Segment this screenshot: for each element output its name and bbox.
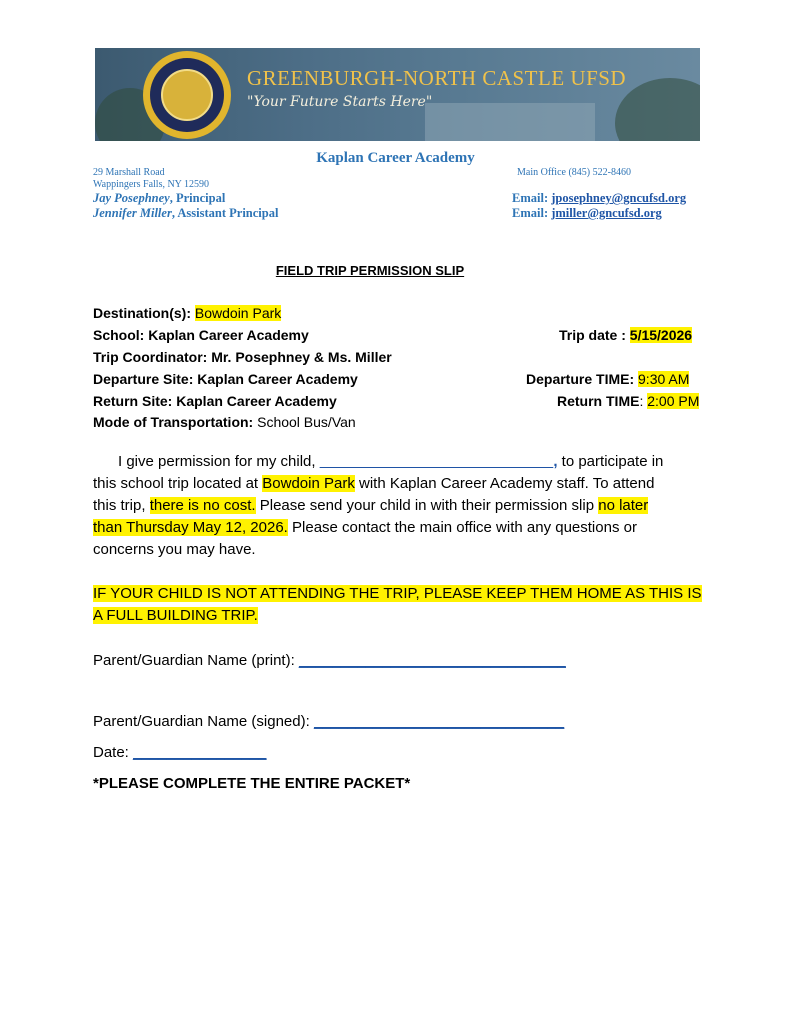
destination-row — [93, 305, 281, 321]
return-time-row — [557, 393, 699, 409]
return-site: Return Site: Kaplan Career Academy — [93, 393, 337, 409]
print-name-row — [93, 650, 566, 672]
destination-label: Destination(s): — [93, 305, 195, 321]
trip-location: Bowdoin Park — [262, 475, 355, 492]
permission-text: this trip, — [93, 497, 150, 514]
permission-text: with Kaplan Career Academy staff. To attend — [354, 475, 655, 492]
permission-line-1 — [93, 451, 663, 473]
date-field[interactable]: ________________ — [133, 744, 267, 761]
school-line: School: Kaplan Career Academy — [93, 327, 309, 343]
signed-name-label: Parent/Guardian Name (signed): — [93, 713, 314, 730]
complete-packet-note: *PLEASE COMPLETE THE ENTIRE PACKET* — [93, 775, 411, 792]
return-time-colon: : — [639, 393, 648, 409]
permission-line-5: concerns you may have. — [93, 541, 256, 558]
attendance-warning — [93, 583, 703, 627]
assistant-email — [512, 206, 662, 221]
attendance-warning-text: IF YOUR CHILD IS NOT ATTENDING THE TRIP, PLEASE KEEP THEM HOME AS THIS IS A FULL BUILDING TRIP. — [93, 585, 702, 624]
signed-name-row — [93, 711, 564, 733]
trip-date-label: Trip date : — [559, 327, 630, 343]
coordinator-line: Trip Coordinator: Mr. Posephney & Ms. Miller — [93, 349, 392, 365]
destination-value: Bowdoin Park — [194, 305, 282, 321]
signed-name-field[interactable]: ______________________________ — [313, 713, 565, 730]
permission-text: I give permission for my child, — [118, 453, 320, 470]
district-name: GREENBURGH-NORTH CASTLE UFSD — [247, 66, 627, 90]
permission-line-2 — [93, 473, 654, 495]
address-line-1: 29 Marshall Road — [93, 167, 165, 178]
main-office-phone: Main Office (845) 522-8460 — [517, 167, 631, 178]
email-label: Email: — [512, 191, 552, 205]
cost-note: there is no cost. — [149, 497, 256, 514]
principal-title: , Principal — [169, 191, 226, 205]
assistant-principal-name: Jennifer Miller — [93, 206, 172, 220]
district-banner — [95, 48, 700, 141]
trip-date-row — [559, 327, 692, 343]
school-name: Kaplan Career Academy — [316, 150, 475, 166]
form-title: FIELD TRIP PERMISSION SLIP — [275, 263, 465, 278]
print-name-field[interactable]: ________________________________ — [298, 652, 566, 669]
principal-email-link[interactable]: jposephney@gncufsd.org — [551, 191, 687, 205]
assistant-email-link[interactable]: jmiller@gncufsd.org — [551, 206, 662, 220]
principal-email — [512, 191, 686, 206]
deadline-note: no later — [598, 497, 649, 514]
child-name-blank[interactable]: ____________________________, — [319, 453, 558, 470]
assistant-principal-title: , Assistant Principal — [171, 206, 279, 220]
principal — [93, 191, 225, 206]
district-tagline: "Your Future Starts Here" — [247, 94, 433, 110]
permission-text: Please contact the main office with any questions or — [287, 519, 637, 536]
permission-text: Please send your child in with their permission slip — [255, 497, 599, 514]
print-name-label: Parent/Guardian Name (print): — [93, 652, 299, 669]
departure-time-row — [526, 371, 689, 387]
date-row — [93, 742, 267, 764]
principal-name: Jay Posephney — [93, 191, 170, 205]
transport-row — [93, 414, 356, 430]
trip-date-value: 5/15/2026 — [629, 327, 693, 343]
address-line-2: Wappingers Falls, NY 12590 — [93, 179, 210, 190]
permission-text: this school trip located at — [93, 475, 263, 492]
deadline-note: than Thursday May 12, 2026. — [93, 519, 288, 536]
return-time-value: 2:00 PM — [647, 393, 700, 409]
email-label: Email: — [512, 206, 552, 220]
permission-line-3 — [93, 495, 648, 517]
transport-label: Mode of Transportation: — [93, 414, 258, 430]
assistant-principal — [93, 206, 278, 221]
departure-site: Departure Site: Kaplan Career Academy — [93, 371, 358, 387]
district-seal-logo — [143, 51, 231, 139]
permission-line-4 — [93, 517, 637, 539]
departure-time-value: 9:30 AM — [638, 371, 690, 387]
date-label: Date: — [93, 744, 134, 761]
return-time-label: Return TIME — [557, 393, 640, 409]
transport-value: School Bus/Van — [257, 414, 356, 430]
departure-time-label: Departure TIME: — [526, 371, 639, 387]
permission-text: to participate in — [557, 453, 664, 470]
